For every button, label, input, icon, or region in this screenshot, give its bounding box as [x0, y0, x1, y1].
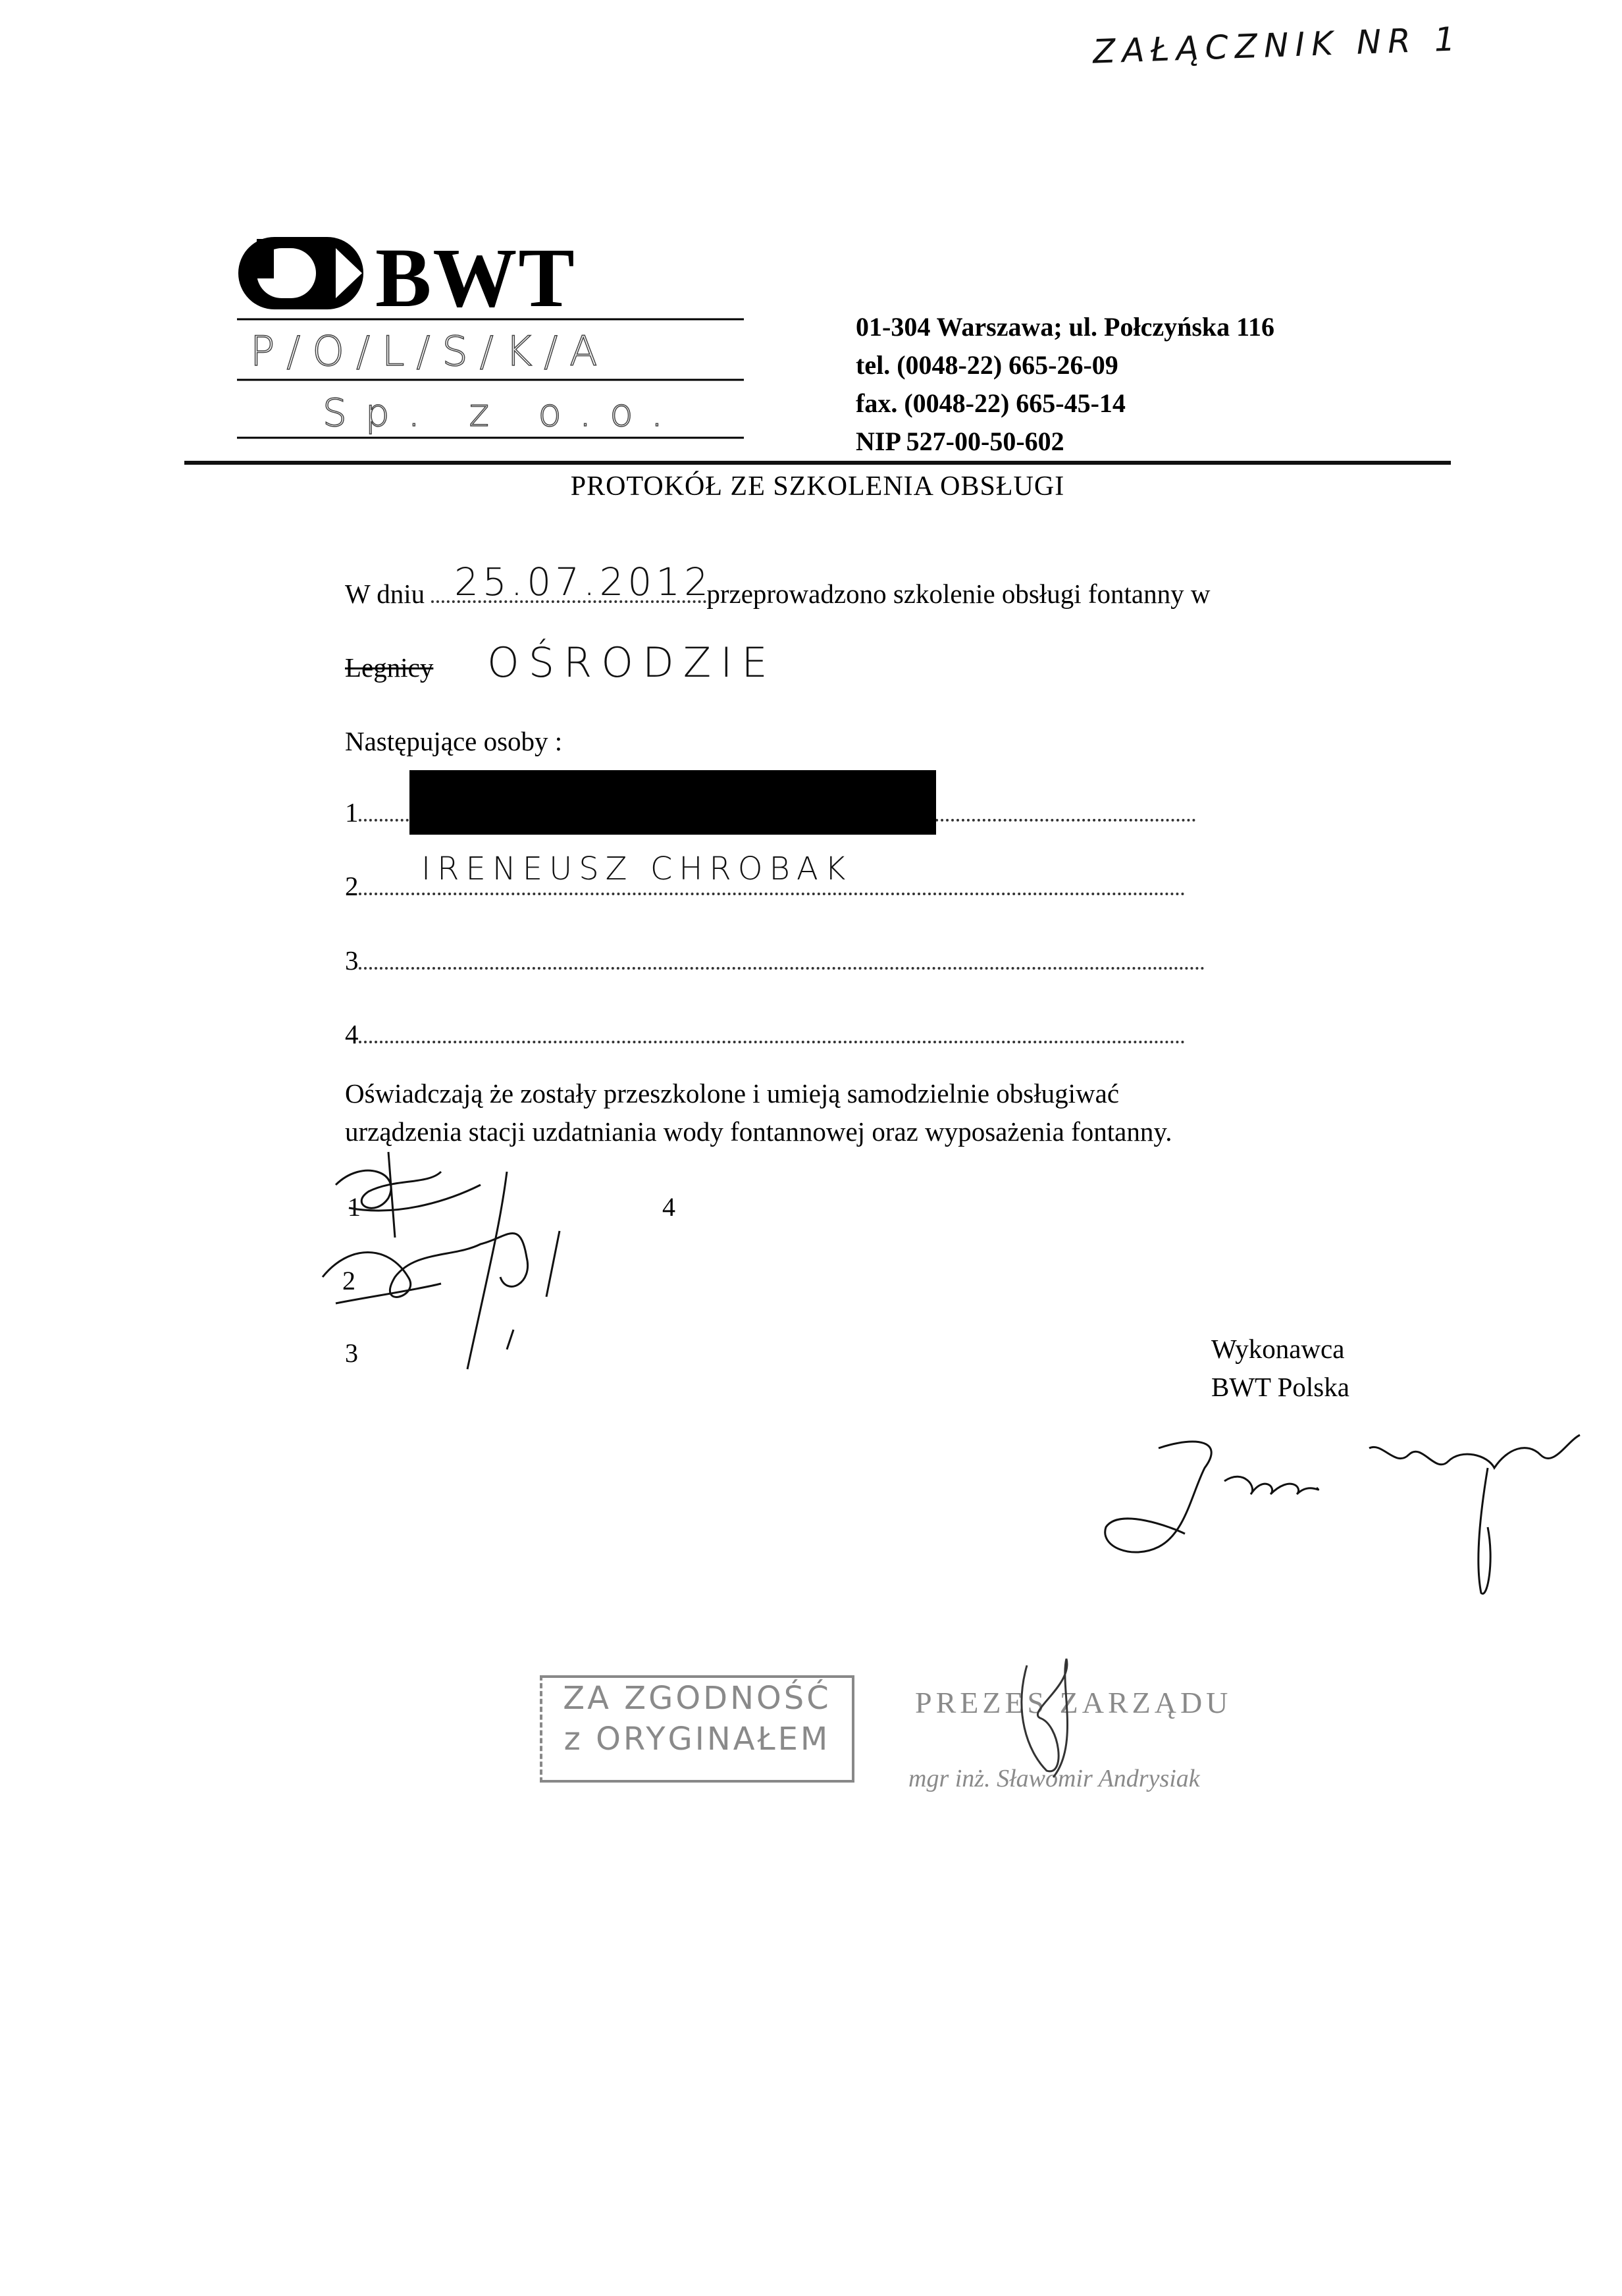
bwt-emblem-icon — [238, 237, 363, 309]
statement — [345, 1074, 1332, 1151]
signature-scribble — [1478, 1468, 1490, 1594]
signature-number: 1 — [348, 1192, 361, 1222]
contractor-signature — [1093, 1428, 1600, 1600]
signature-scribble — [1224, 1476, 1319, 1494]
company-nip: NIP 527-00-50-602 — [856, 427, 1064, 456]
persons-heading: Następujące osoby : — [345, 726, 563, 756]
location-printed-struck: Legnicy — [345, 652, 434, 683]
person-name-handwritten: IRENEUSZ CHROBAK — [421, 850, 852, 887]
person-number: 2 — [345, 871, 359, 901]
signature-scribble — [1105, 1442, 1211, 1552]
certification-stamp — [540, 1675, 854, 1783]
person-number: 4 — [345, 1019, 359, 1049]
signature-scribble — [1369, 1435, 1580, 1468]
contractor-role: Wykonawca — [1211, 1334, 1345, 1364]
president-stamp-name: mgr inż. Sławomir Andrysiak — [908, 1765, 1200, 1792]
president-signature — [987, 1646, 1119, 1790]
person-number: 1 — [345, 797, 359, 827]
signature-scribble — [388, 1152, 507, 1369]
person-dots — [359, 1021, 1185, 1043]
person-row — [345, 1018, 1185, 1050]
date-prefix: W dniu — [345, 579, 425, 609]
president-stamp-role: PREZES ZARZĄDU — [915, 1686, 1232, 1719]
stamp-line: ZA ZGODNOŚĆ — [563, 1680, 831, 1717]
person-dots — [359, 947, 1205, 970]
signature-scribble — [336, 1284, 441, 1303]
redaction-block — [409, 770, 936, 835]
company-fax: fax. (0048-22) 665-45-14 — [856, 388, 1126, 418]
signature-scribble — [1022, 1659, 1068, 1777]
participant-signatures — [309, 1145, 586, 1382]
logo-company-form: Sp. z o.o. — [323, 390, 682, 435]
contractor-company: BWT Polska — [1211, 1372, 1349, 1402]
person-number: 3 — [345, 945, 359, 976]
signature-number: 4 — [662, 1192, 675, 1222]
logo-brand: BWT — [375, 234, 576, 325]
document-title: PROTOKÓŁ ZE SZKOLENIA OBSŁUGI — [570, 471, 1065, 502]
signature-scribble — [336, 1170, 481, 1211]
training-date-handwritten: 25.07.2012 — [454, 560, 713, 604]
company-phone: tel. (0048-22) 665-26-09 — [856, 350, 1118, 380]
signature-number: 2 — [342, 1266, 355, 1295]
statement-line: Oświadczają że zostały przeszkolone i umieją samodzielnie obsługiwać — [345, 1078, 1120, 1109]
company-contact — [856, 308, 1274, 461]
bwt-logo — [237, 234, 744, 441]
stamp-line: z ORYGINAŁEM — [563, 1721, 831, 1758]
signature-number: 3 — [345, 1338, 358, 1368]
company-address: 01-304 Warszawa; ul. Połczyńska 116 — [856, 312, 1274, 342]
logo-country: P/O/L/S/K/A — [250, 327, 610, 375]
statement-line: urządzenia stacji uzdatniania wody fontannowej oraz wyposażenia fontanny. — [345, 1116, 1172, 1147]
person-row — [345, 945, 1205, 976]
contractor-block — [1211, 1330, 1349, 1406]
location-handwritten: OŚRODZIE — [487, 639, 777, 687]
signature-scribble — [507, 1231, 560, 1349]
attachment-note: ZAŁĄCZNIK NR 1 — [1092, 20, 1463, 71]
header-divider — [184, 461, 1451, 465]
date-suffix: przeprowadzono szkolenie obsługi fontanny w — [706, 579, 1211, 609]
